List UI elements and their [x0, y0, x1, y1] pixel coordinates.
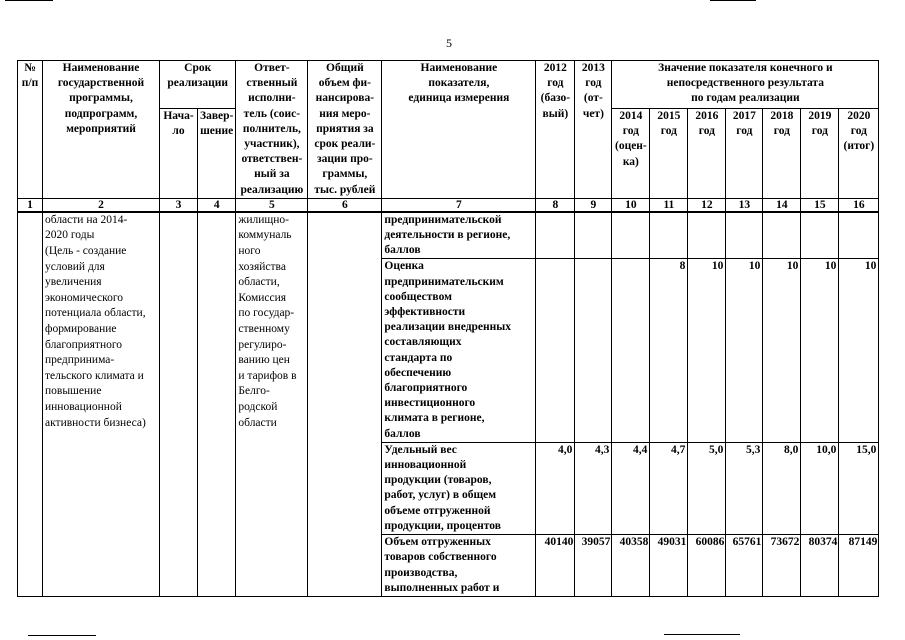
indicator-value: [612, 259, 650, 442]
indicator-2013: 39057: [575, 535, 612, 597]
header-program-name: Наименование государственной программы, подпрограмм, мероприятий: [43, 61, 160, 199]
header-row-1: [18, 61, 879, 109]
indicator-value: [839, 212, 879, 259]
indicator-value: 5,0: [688, 442, 726, 534]
indicator-value: 10: [763, 259, 801, 442]
indicator-name: предпринимательской деятельности в регионе, баллов: [382, 212, 536, 259]
header-year-2017: 2017 год: [726, 108, 763, 198]
column-number: 1: [18, 198, 43, 212]
indicator-value: [688, 212, 726, 259]
column-number: 9: [575, 198, 612, 212]
indicator-value: [726, 212, 763, 259]
header-responsible: Ответ- ственный исполни- тель (соис- полнитель, участник), ответствен- ный за реализацию: [236, 61, 308, 199]
indicator-value: 10: [839, 259, 879, 442]
indicator-name: Объем отгруженных товаров собственного производства, выполненных работ и: [382, 535, 536, 597]
header-year-2012: 2012 год (базо- вый): [536, 61, 575, 199]
header-year-2014: 2014 год (оцен- ка): [612, 108, 650, 198]
header-year-2020: 2020 год (итог): [839, 108, 879, 198]
column-number: 13: [726, 198, 763, 212]
header-values-title: Значение показателя конечного и непосредственного результата по годам реализации: [612, 61, 879, 109]
column-number-row: [18, 198, 879, 212]
program-text: области на 2014- 2020 годы (Цель - создание условий для увеличения экономического потенциала области, формирование благоприятного предпринима- тельского климата и повышение инновационной активности бизнеса): [45, 213, 146, 429]
indicator-value: 8,0: [763, 442, 801, 534]
period-start-cell: [160, 212, 198, 597]
header-year-2015: 2015 год: [650, 108, 688, 198]
period-end-cell: [198, 212, 236, 597]
bottom-rule-right: [664, 634, 740, 635]
column-number: 15: [801, 198, 839, 212]
header-number: № п/п: [18, 61, 43, 199]
column-number: 14: [763, 198, 801, 212]
column-number: 11: [650, 198, 688, 212]
indicator-name: Оценка предпринимательским сообществом эффективности реализации внедренных составляющих стандарта по обеспечению благоприятного инвестиционного климата в регионе, баллов: [382, 259, 536, 442]
header-year-2013: 2013 год (от- чет): [575, 61, 612, 199]
header-funding: Общий объем фи- нансирова- ния меро- приятия за срок реали- зации про- граммы, тыс. рублей: [308, 61, 382, 199]
indicator-value: 10: [726, 259, 763, 442]
responsible-text: жилищно- коммуналь ного хозяйства области, Комиссия по государ- ственному регулиро- ванию цен и тарифов в Белго- родской области: [238, 213, 297, 429]
indicator-value: [801, 212, 839, 259]
indicator-value: 10: [801, 259, 839, 442]
indicator-2012: [536, 259, 575, 442]
indicator-value: [763, 212, 801, 259]
indicator-value: 5,3: [726, 442, 763, 534]
indicator-value: 40358: [612, 535, 650, 597]
program-name-cell: [43, 212, 160, 597]
header-year-2018: 2018 год: [763, 108, 801, 198]
indicator-value: 15,0: [839, 442, 879, 534]
indicator-value: 10,0: [801, 442, 839, 534]
column-number: 12: [688, 198, 726, 212]
indicator-2013: 4,3: [575, 442, 612, 534]
bottom-rule-left: [28, 635, 96, 636]
column-number: 6: [308, 198, 382, 212]
top-rule-left: [5, 0, 53, 1]
table-row: [18, 212, 879, 259]
responsible-cell: [236, 212, 308, 597]
header-period: Срок реализации: [160, 61, 236, 109]
indicator-2013: [575, 212, 612, 259]
indicator-value: 49031: [650, 535, 688, 597]
header-year-2019: 2019 год: [801, 108, 839, 198]
funding-cell: [308, 212, 382, 597]
indicator-2013: [575, 259, 612, 442]
indicator-2012: [536, 212, 575, 259]
row-number-cell: [18, 212, 43, 597]
indicator-name: Удельный вес инновационной продукции (товаров, работ, услуг) в общем объеме отгруженной продукции, процентов: [382, 442, 536, 534]
column-number: 16: [839, 198, 879, 212]
indicator-value: [612, 212, 650, 259]
column-number: 10: [612, 198, 650, 212]
column-number: 5: [236, 198, 308, 212]
header-period-end: Завер- шение: [198, 108, 236, 198]
indicator-value: 87149: [839, 535, 879, 597]
indicator-value: 4,7: [650, 442, 688, 534]
indicator-2012: 40140: [536, 535, 575, 597]
indicator-value: 8: [650, 259, 688, 442]
page-number: 5: [446, 36, 452, 50]
indicator-value: 4,4: [612, 442, 650, 534]
indicator-value: 60086: [688, 535, 726, 597]
header-year-2016: 2016 год: [688, 108, 726, 198]
column-number: 2: [43, 198, 160, 212]
header-period-start: Нача- ло: [160, 108, 198, 198]
indicator-value: [650, 212, 688, 259]
header-indicator-name: Наименование показателя, единица измерения: [382, 61, 536, 199]
column-number: 8: [536, 198, 575, 212]
indicator-value: 10: [688, 259, 726, 442]
indicator-2012: 4,0: [536, 442, 575, 534]
indicator-value: 80374: [801, 535, 839, 597]
column-number: 3: [160, 198, 198, 212]
program-indicators-table: [17, 60, 879, 597]
indicator-value: 65761: [726, 535, 763, 597]
column-number: 7: [382, 198, 536, 212]
indicator-value: 73672: [763, 535, 801, 597]
top-rule-right: [710, 0, 756, 1]
column-number: 4: [198, 198, 236, 212]
